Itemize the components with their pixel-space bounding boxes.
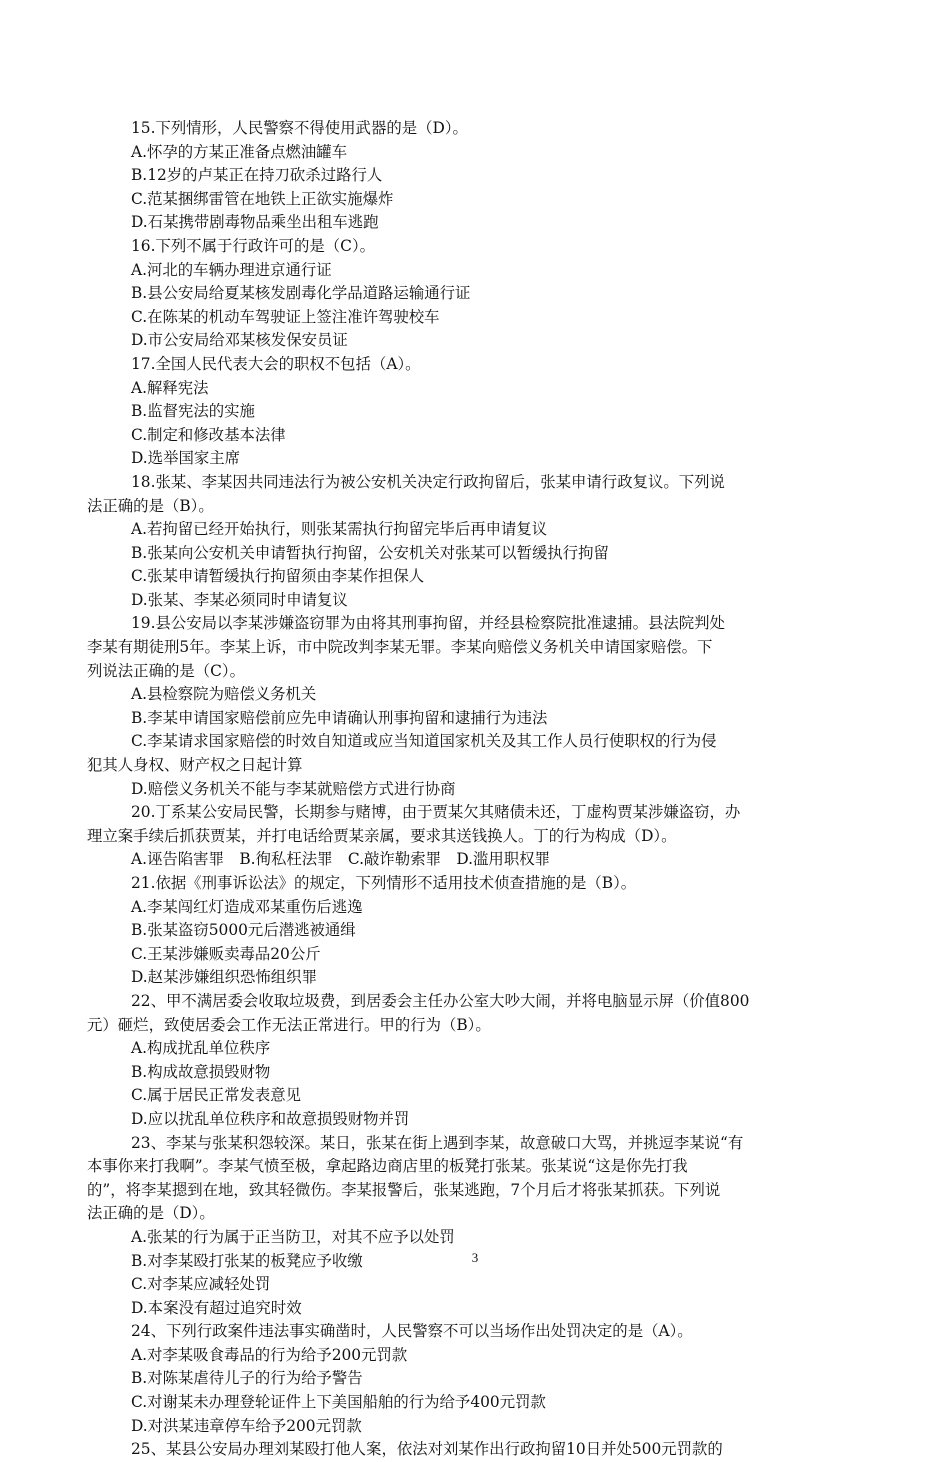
option-line: D.选举国家主席 <box>131 449 241 468</box>
question-stem: 16.下列不属于行政许可的是（C）。 <box>131 236 376 255</box>
option-line: A.河北的车辆办理进京通行证 <box>131 260 332 279</box>
question-stem: 24、下列行政案件违法事实确凿时，人民警察不可以当场作出处罚决定的是（A）。 <box>131 1322 693 1341</box>
question-stem-line: 本事你来打我啊”。李某气愤至极，拿起路边商店里的板凳打张某。张某说“这是你先打我 <box>87 1157 688 1176</box>
option-line: B.12岁的卢某正在持刀砍杀过路行人 <box>131 166 383 185</box>
question-stem-line: 法正确的是（B）。 <box>87 496 214 515</box>
option-line: 犯其人身权、财产权之日起计算 <box>87 756 303 775</box>
option-line: D.张某、李某必须同时申请复议 <box>131 590 348 609</box>
question-stem-line: 理立案手续后抓获贾某，并打电话给贾某亲属，要求其送钱换人。丁的行为构成（D）。 <box>87 826 677 845</box>
option-line: C.李某请求国家赔偿的时效自知道或应当知道国家机关及其工作人员行使职权的行为侵 <box>131 732 717 751</box>
option-line: B.张某盗窃5000元后潜逃被通缉 <box>131 921 356 940</box>
question-stem-line: 18.张某、李某因共同违法行为被公安机关决定行政拘留后，张某申请行政复议。下列说 <box>131 472 725 491</box>
option-line: A.解释宪法 <box>131 378 209 397</box>
option-line: C.属于居民正常发表意见 <box>131 1086 302 1105</box>
option-line: D.本案没有超过追究时效 <box>131 1298 302 1317</box>
option-line: A.诬告陷害罪 B.徇私枉法罪 C.敲诈勒索罪 D.滥用职权罪 <box>131 850 550 869</box>
question-stem-line: 25、某县公安局办理刘某殴打他人案，依法对刘某作出行政拘留10日并处500元罚款的 <box>131 1440 723 1459</box>
question-stem-line: 的”，将李某摁到在地，致其轻微伤。李某报警后，张某逃跑，7个月后才将张某抓获。下列说 <box>87 1180 721 1199</box>
question-stem-line: 22、甲不满居委会收取垃圾费，到居委会主任办公室大吵大闹，并将电脑显示屏（价值800 <box>131 991 750 1010</box>
option-line: B.构成故意损毁财物 <box>131 1062 271 1081</box>
option-line: B.对李某殴打张某的板凳应予收缴 <box>131 1251 363 1270</box>
question-stem-line: 列说法正确的是（C）。 <box>87 661 245 680</box>
question-stem-line: 20.丁系某公安局民警，长期参与赌博，由于贾某欠其赌债未还，丁虚构贾某涉嫌盗窃，办 <box>131 803 741 822</box>
option-line: B.监督宪法的实施 <box>131 402 255 421</box>
option-line: D.赵某涉嫌组织恐怖组织罪 <box>131 968 317 987</box>
page-number: 3 <box>471 1250 479 1265</box>
question-stem-line: 元）砸烂，致使居委会工作无法正常进行。甲的行为（B）。 <box>87 1015 491 1034</box>
option-line: C.对谢某未办理登轮证件上下美国船舶的行为给予400元罚款 <box>131 1393 546 1412</box>
option-line: C.范某捆绑雷管在地铁上正欲实施爆炸 <box>131 189 394 208</box>
option-line: C.张某申请暂缓执行拘留须由李某作担保人 <box>131 567 425 586</box>
question-stem: 17.全国人民代表大会的职权不包括（A）。 <box>131 354 421 373</box>
option-line: D.赔偿义务机关不能与李某就赔偿方式进行协商 <box>131 779 456 798</box>
option-line: D.应以扰乱单位秩序和故意损毁财物并罚 <box>131 1109 410 1128</box>
option-line: B.李某申请国家赔偿前应先申请确认刑事拘留和逮捕行为违法 <box>131 708 548 727</box>
question-stem-line: 19.县公安局以李某涉嫌盗窃罪为由将其刑事拘留，并经县检察院批准逮捕。县法院判处 <box>131 614 725 633</box>
option-line: B.对陈某虐待儿子的行为给予警告 <box>131 1369 363 1388</box>
option-line: C.对李某应减轻处罚 <box>131 1275 271 1294</box>
question-stem: 15.下列情形，人民警察不得使用武器的是（D）。 <box>131 119 468 137</box>
option-line: C.在陈某的机动车驾驶证上签注准许驾驶校车 <box>131 307 440 326</box>
option-line: C.制定和修改基本法律 <box>131 425 286 444</box>
option-line: A.怀孕的方某正准备点燃油罐车 <box>131 142 348 161</box>
option-line: D.对洪某违章停车给予200元罚款 <box>131 1416 362 1435</box>
option-line: A.县检察院为赔偿义务机关 <box>131 685 317 704</box>
question-stem-line: 23、李某与张某积怨较深。某日，张某在街上遇到李某，故意破口大骂，并挑逗李某说“有 <box>131 1133 744 1152</box>
option-line: A.对李某吸食毒品的行为给予200元罚款 <box>131 1345 408 1364</box>
question-stem-line: 法正确的是（D）。 <box>87 1204 215 1223</box>
question-stem: 21.依据《刑事诉讼法》的规定，下列情形不适用技术侦查措施的是（B）。 <box>131 874 637 892</box>
option-line: C.王某涉嫌贩卖毒品20公斤 <box>131 944 321 963</box>
option-line: A.李某闯红灯造成邓某重伤后逃逸 <box>131 897 363 916</box>
option-line: D.石某携带剧毒物品乘坐出租车逃跑 <box>131 213 379 232</box>
option-line: B.县公安局给夏某核发剧毒化学品道路运输通行证 <box>131 284 471 303</box>
option-line: A.若拘留已经开始执行，则张某需执行拘留完毕后再申请复议 <box>131 520 548 539</box>
option-line: A.构成扰乱单位秩序 <box>131 1039 271 1058</box>
question-stem-line: 李某有期徒刑5年。李某上诉，市中院改判李某无罪。李某向赔偿义务机关申请国家赔偿。下 <box>87 638 713 657</box>
option-line: A.张某的行为属于正当防卫，对其不应予以处罚 <box>131 1227 455 1246</box>
option-line: D.市公安局给邓某核发保安员证 <box>131 331 348 350</box>
option-line: B.张某向公安机关申请暂执行拘留，公安机关对张某可以暂缓执行拘留 <box>131 543 609 562</box>
